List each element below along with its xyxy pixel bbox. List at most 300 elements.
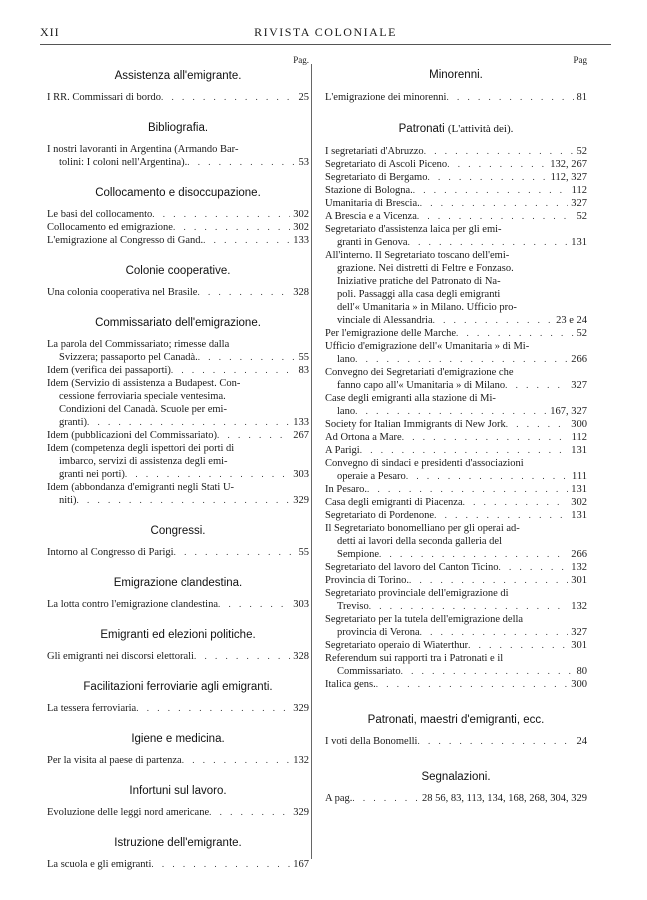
- section-heading: Colonie cooperative.: [125, 265, 231, 277]
- section-entries: [47, 702, 309, 715]
- entry-last-line: [325, 509, 587, 522]
- leader-dots: [406, 470, 569, 483]
- leader-dots: [417, 735, 573, 748]
- leader-dots: [463, 496, 569, 509]
- entry-last-line: [47, 494, 309, 507]
- entry-page: 132, 267: [550, 159, 587, 170]
- entry-text-line: Convegno di sindaci e presidenti d'associazioni: [325, 458, 524, 469]
- index-entry: [325, 145, 587, 158]
- leader-dots: [409, 574, 568, 587]
- entry-page: 327: [571, 380, 587, 391]
- entry-text: niti): [59, 495, 77, 506]
- section-entries: [47, 286, 309, 299]
- entry-text-line: Iniziative pratiche del Patronato di Na-: [337, 276, 501, 287]
- entry-text: Per l'emigrazione delle Marche: [325, 328, 457, 339]
- entry-text: Ad Ortona a Mare: [325, 432, 402, 443]
- entry-text: provincia di Verona: [337, 627, 420, 638]
- entry-page: 131: [571, 484, 587, 495]
- entry-last-line: [47, 702, 309, 715]
- entry-last-line: [47, 351, 309, 364]
- leader-dots: [413, 184, 569, 197]
- entry-page: 132: [293, 755, 309, 766]
- index-entry: [47, 754, 309, 767]
- entry-text: A Parigi: [325, 445, 360, 456]
- entry-page: 133: [293, 235, 309, 246]
- entry-page: 329: [293, 703, 309, 714]
- index-entry: [325, 652, 587, 678]
- leader-dots: [217, 429, 290, 442]
- section-entries: [47, 806, 309, 819]
- entry-text: L'emigrazione dei minorenni: [325, 92, 447, 103]
- page-number: XII: [40, 25, 60, 39]
- entry-text: Umanitaria di Brescia.: [325, 198, 420, 209]
- entry-last-line: [47, 416, 309, 429]
- leader-dots: [77, 494, 291, 507]
- leader-dots: [417, 210, 574, 223]
- entry-text: Sempione: [337, 549, 379, 560]
- entry-last-line: [325, 444, 587, 457]
- index-entry: [47, 221, 309, 234]
- index-entry: [47, 91, 309, 104]
- entry-last-line: [47, 208, 309, 221]
- index-entry: [325, 613, 587, 639]
- index-entry: [47, 598, 309, 611]
- entry-text-line: imbarco, servizi di assistenza degli emi-: [59, 456, 228, 467]
- index-entry: [325, 561, 587, 574]
- index-entry: [47, 234, 309, 247]
- leader-dots: [136, 702, 290, 715]
- left-column: [47, 55, 309, 871]
- leader-dots: [468, 639, 568, 652]
- entry-page: 80: [576, 666, 587, 677]
- entry-page: 52: [576, 211, 587, 222]
- section-entries: [47, 546, 309, 559]
- entry-text: Commissariato: [337, 666, 401, 677]
- entry-last-line: [325, 158, 587, 171]
- right-column: [325, 55, 587, 805]
- index-entry: [325, 340, 587, 366]
- entry-text: La tessera ferroviaria: [47, 703, 137, 714]
- index-entry: [325, 444, 587, 457]
- entry-last-line: [47, 598, 309, 611]
- entry-last-line: [325, 665, 587, 678]
- section-heading: Emigranti ed elezioni politiche.: [100, 629, 256, 641]
- entry-text-line: Referendum sui rapporti tra i Patronati e il: [325, 653, 504, 664]
- section-entries: [47, 91, 309, 104]
- entry-text-line: cessione ferroviaria speciale ventesima.: [59, 391, 226, 402]
- index-entry: [47, 650, 309, 663]
- leader-dots: [379, 548, 568, 561]
- leader-dots: [427, 171, 547, 184]
- entry-page: 23 e 24: [556, 315, 587, 326]
- entry-text-line: Segretariato per la tutela dell'emigrazione della: [325, 614, 524, 625]
- entry-last-line: [325, 678, 587, 691]
- entry-text: L'emigrazione al Congresso di Gand.: [47, 235, 204, 246]
- leader-dots: [433, 314, 553, 327]
- entry-page: 112: [571, 185, 587, 196]
- index-entry: [325, 171, 587, 184]
- entry-page: 132: [571, 601, 587, 612]
- entry-text: Segretariato di Ascoli Piceno: [325, 159, 448, 170]
- entry-text-line: Segretariato provinciale dell'emigrazione di: [325, 588, 509, 599]
- section-heading-sub: (L'attività dei).: [447, 123, 514, 135]
- index-entry: [325, 587, 587, 613]
- leader-dots: [402, 431, 569, 444]
- section-heading: Infortuni sul lavoro.: [129, 785, 227, 797]
- entry-page: 303: [293, 599, 309, 610]
- entry-text: Stazione di Bologna.: [325, 185, 413, 196]
- entry-page: 167: [293, 859, 309, 870]
- entry-text: Per la visita al paese di partenza: [47, 755, 182, 766]
- entry-text: Casa degli emigranti di Piacenza: [325, 497, 463, 508]
- entry-page: 112, 327: [550, 172, 587, 183]
- leader-dots: [194, 650, 290, 663]
- leader-dots: [198, 351, 296, 364]
- entry-last-line: [47, 364, 309, 377]
- entry-text: In Pesaro.: [325, 484, 367, 495]
- index-entry: [47, 806, 309, 819]
- entry-last-line: [47, 91, 309, 104]
- index-entry: [325, 639, 587, 652]
- entry-last-line: [325, 236, 587, 249]
- entry-text-line: I nostri lavoranti in Argentina (Armando Bar-: [47, 144, 239, 155]
- entry-text: granti): [59, 417, 87, 428]
- entry-page: 266: [571, 354, 587, 365]
- leader-dots: [434, 509, 568, 522]
- entry-page: 301: [571, 575, 587, 586]
- entry-page: 328: [293, 651, 309, 662]
- section-heading: Istruzione dell'emigrante.: [114, 837, 242, 849]
- entry-text-line: Condizioni del Canadà. Scuole per emi-: [59, 404, 227, 415]
- index-entry: [325, 392, 587, 418]
- leader-dots: [182, 754, 291, 767]
- index-entry: [325, 735, 587, 748]
- index-entry: [47, 442, 309, 481]
- index-entry: [325, 496, 587, 509]
- index-entry: [325, 158, 587, 171]
- entry-text: Italica gens.: [325, 679, 376, 690]
- entry-page: 267: [293, 430, 309, 441]
- index-entry: [47, 481, 309, 507]
- leader-dots: [187, 156, 295, 169]
- entry-text-line: All'interno. Il Segretariato toscano dell'emi-: [325, 250, 510, 261]
- page-header: [40, 25, 611, 41]
- leader-dots: [360, 444, 569, 457]
- leader-dots: [355, 353, 568, 366]
- leader-dots: [209, 806, 290, 819]
- leader-dots: [152, 208, 290, 221]
- entry-text: fanno capo all'« Umanitaria » di Milano: [337, 380, 506, 391]
- index-entry: [47, 364, 309, 377]
- entry-last-line: [325, 405, 587, 418]
- section-heading: Emigrazione clandestina.: [113, 577, 243, 589]
- entry-last-line: [325, 496, 587, 509]
- leader-dots: [401, 665, 574, 678]
- entry-text: operaie a Pesaro: [337, 471, 406, 482]
- entry-text: La scuola e gli emigranti: [47, 859, 152, 870]
- entry-last-line: [325, 600, 587, 613]
- leader-dots: [420, 197, 568, 210]
- entry-text: Segretariato operaio di Wiaterthur: [325, 640, 469, 651]
- entry-page: 81: [576, 92, 587, 103]
- entry-text: I segretariati d'Abruzzo: [325, 146, 424, 157]
- entry-page: 55: [298, 352, 309, 363]
- section-heading: Segnalazioni.: [421, 771, 491, 783]
- entry-last-line: [325, 145, 587, 158]
- entry-last-line: [325, 379, 587, 392]
- entry-last-line: [325, 431, 587, 444]
- section-entries: [47, 650, 309, 663]
- entry-last-line: [325, 418, 587, 431]
- index-entry: [47, 208, 309, 221]
- entry-page: 301: [571, 640, 587, 651]
- entry-page: 55: [298, 547, 309, 558]
- leader-dots: [499, 561, 569, 574]
- index-entry: [325, 184, 587, 197]
- entry-text-line: La parola del Commissariato; rimesse dalla: [47, 339, 230, 350]
- running-title: RIVISTA COLONIALE: [254, 25, 397, 39]
- entry-text: Idem (verifica dei passaporti): [47, 365, 171, 376]
- index-entry: [325, 483, 587, 496]
- entry-page: 302: [571, 497, 587, 508]
- entry-page: 327: [571, 198, 587, 209]
- index-entry: [47, 286, 309, 299]
- entry-text: tolini: I coloni nell'Argentina).: [59, 157, 188, 168]
- leader-dots: [355, 405, 547, 418]
- index-entry: [47, 702, 309, 715]
- entry-last-line: [325, 184, 587, 197]
- entry-last-line: [47, 156, 309, 169]
- entry-last-line: [325, 197, 587, 210]
- leader-dots: [506, 418, 568, 431]
- entry-text: lano: [337, 406, 356, 417]
- entry-page: 327: [571, 627, 587, 638]
- entry-last-line: [325, 548, 587, 561]
- leader-dots: [447, 158, 547, 171]
- section-entries: [47, 338, 309, 507]
- entry-text-line: Ufficio d'emigrazione dell'« Umanitaria » di Mi-: [325, 341, 530, 352]
- section-heading: Patronati, maestri d'emigranti, ecc.: [367, 714, 545, 726]
- entry-text: Society for Italian Immigrants di New Jork: [325, 419, 506, 430]
- entry-page: 133: [293, 417, 309, 428]
- entry-text-line: Segretariato d'assistenza laica per gli emi-: [325, 224, 502, 235]
- entry-last-line: [47, 429, 309, 442]
- entry-page: 132: [571, 562, 587, 573]
- entry-last-line: [325, 639, 587, 652]
- leader-dots: [203, 234, 290, 247]
- section-entries: [47, 208, 309, 247]
- leader-dots: [125, 468, 290, 481]
- index-entry: [47, 858, 309, 871]
- leader-dots: [408, 236, 569, 249]
- section-entries: [47, 858, 309, 871]
- section-heading: Assistenza all'emigrante.: [114, 70, 242, 82]
- index-entry: [325, 522, 587, 561]
- entry-page: 303: [293, 469, 309, 480]
- index-entry: [325, 249, 587, 327]
- index-entry: [325, 327, 587, 340]
- entry-text-line: poli. Passaggi alla casa degli emigranti: [337, 289, 501, 300]
- leader-dots: [369, 600, 569, 613]
- entry-last-line: [325, 91, 587, 104]
- leader-dots: [171, 364, 296, 377]
- index-entry: [325, 366, 587, 392]
- entry-last-line: [325, 210, 587, 223]
- section-heading: Minorenni.: [429, 69, 483, 81]
- entry-page: 300: [571, 419, 587, 430]
- entry-text-line: grazione. Nei distretti di Feltre e Fonzaso.: [337, 263, 514, 274]
- entry-last-line: [325, 574, 587, 587]
- index-entry: [47, 429, 309, 442]
- index-entry: [325, 431, 587, 444]
- leader-dots: [456, 327, 573, 340]
- entry-last-line: [47, 754, 309, 767]
- section-heading: Igiene e medicina.: [131, 733, 225, 745]
- entry-page: 300: [571, 679, 587, 690]
- entry-page: 52: [576, 146, 587, 157]
- entry-text: granti nei porti): [59, 469, 125, 480]
- entry-last-line: [47, 221, 309, 234]
- entry-last-line: [47, 468, 309, 481]
- entry-text: lano: [337, 354, 356, 365]
- entry-last-line: [325, 470, 587, 483]
- entry-last-line: [47, 234, 309, 247]
- index-entry: [47, 338, 309, 364]
- index-entry: [325, 210, 587, 223]
- entry-text-line: Case degli emigranti alla stazione di Mi-: [325, 393, 496, 404]
- entry-text: La lotta contro l'emigrazione clandestina: [47, 599, 218, 610]
- leader-dots: [151, 858, 290, 871]
- leader-dots: [173, 221, 290, 234]
- leader-dots: [367, 483, 568, 496]
- entry-last-line: [325, 626, 587, 639]
- section-heading: Facilitazioni ferroviarie agli emigranti.: [83, 681, 273, 693]
- entry-page: 131: [571, 510, 587, 521]
- entry-text: Segretariato di Bergamo: [325, 172, 428, 183]
- entry-text: Treviso: [337, 601, 369, 612]
- index-entry: [47, 546, 309, 559]
- entry-last-line: [325, 561, 587, 574]
- entry-text: I voti della Bonomelli: [325, 736, 418, 747]
- leader-dots: [420, 626, 569, 639]
- section-entries: [47, 598, 309, 611]
- entry-page: 25: [298, 92, 309, 103]
- entry-page: 131: [571, 445, 587, 456]
- entry-page: 302: [293, 222, 309, 233]
- entry-page: 83: [298, 365, 309, 376]
- entry-text: Intorno al Congresso di Parigi: [47, 547, 174, 558]
- entry-last-line: [47, 806, 309, 819]
- entry-page: 328: [293, 287, 309, 298]
- entry-page: 302: [293, 209, 309, 220]
- entry-last-line: [325, 792, 587, 805]
- entry-text: Una colonia cooperativa nel Brasile: [47, 287, 198, 298]
- pag-label: Pag.: [293, 55, 309, 65]
- entry-text: granti in Genova: [337, 237, 408, 248]
- entry-last-line: [325, 314, 587, 327]
- entry-last-line: [325, 353, 587, 366]
- leader-dots: [174, 546, 296, 559]
- index-entry: [325, 678, 587, 691]
- section-heading: [325, 123, 587, 135]
- index-entry: [325, 91, 587, 104]
- entry-text-line: Idem (abbondanza d'emigranti negli Stati U-: [47, 482, 235, 493]
- entry-text: Segretariato del lavoro del Canton Ticino: [325, 562, 499, 573]
- section-entries: [47, 143, 309, 169]
- entry-last-line: [47, 286, 309, 299]
- entry-text: vinciale di Alessandria: [337, 315, 433, 326]
- header-rule: [40, 44, 611, 45]
- entry-page: 112: [571, 432, 587, 443]
- entry-text: A pag.: [325, 793, 353, 804]
- section-heading: Congressi.: [150, 525, 206, 537]
- index-entry: [47, 377, 309, 429]
- entry-text: Svizzera; passaporto pel Canadà.: [59, 352, 198, 363]
- entry-text: Evoluzione delle leggi nord americane: [47, 807, 210, 818]
- entry-page: 329: [293, 807, 309, 818]
- entry-last-line: [325, 735, 587, 748]
- leader-dots: [352, 792, 419, 805]
- section-heading: Collocamento e disoccupazione.: [95, 187, 261, 199]
- entry-page: 131: [571, 237, 587, 248]
- entry-text: Le basi del collocamento: [47, 209, 153, 220]
- entry-text-line: detti ai lavori della seconda galleria del: [337, 536, 503, 547]
- entry-text: A Brescia e a Vicenza: [325, 211, 417, 222]
- leader-dots: [197, 286, 290, 299]
- pag-label: Pag: [573, 55, 587, 65]
- entry-text: Gli emigranti nei discorsi elettorali: [47, 651, 194, 662]
- index-entry: [325, 418, 587, 431]
- entry-last-line: [47, 650, 309, 663]
- entry-text: Idem (pubblicazioni del Commissariato): [47, 430, 217, 441]
- entry-text-line: Il Segretariato bonomelliano per gli operai ad-: [325, 523, 520, 534]
- entry-last-line: [325, 327, 587, 340]
- entry-text: Collocamento ed emigrazione: [47, 222, 173, 233]
- entry-page: 266: [571, 549, 587, 560]
- index-entry: [325, 457, 587, 483]
- index-entry: [325, 223, 587, 249]
- entry-text: I RR. Commissari di bordo: [47, 92, 162, 103]
- entry-last-line: [325, 483, 587, 496]
- entry-text: Segretariato di Pordenone: [325, 510, 435, 521]
- entry-page: 53: [298, 157, 309, 168]
- leader-dots: [424, 145, 574, 158]
- entry-page: 52: [576, 328, 587, 339]
- entry-page: 111: [572, 471, 587, 482]
- index-entry: [325, 574, 587, 587]
- column-divider: [311, 64, 312, 859]
- entry-text: Provincia di Torino.: [325, 575, 409, 586]
- entry-last-line: [47, 546, 309, 559]
- entry-last-line: [325, 171, 587, 184]
- entry-text-line: dell'« Umanitaria » in Milano. Ufficio pro-: [337, 302, 517, 313]
- entry-text-line: Idem (competenza degli ispettori dei porti di: [47, 443, 235, 454]
- leader-dots: [87, 416, 290, 429]
- index-entry: [47, 143, 309, 169]
- entry-last-line: [47, 858, 309, 871]
- leader-dots: [161, 91, 295, 104]
- section-heading: Commissariato dell'emigrazione.: [95, 317, 261, 329]
- entry-text-line: Convegno dei Segretariati d'emigrazione che: [325, 367, 514, 378]
- section-heading-main: Patronati: [398, 123, 445, 135]
- leader-dots: [505, 379, 568, 392]
- index-entry: [325, 509, 587, 522]
- section-heading: Bibliografia.: [147, 122, 209, 134]
- leader-dots: [446, 91, 573, 104]
- entry-text-line: Idem (Servizio di assistenza a Budapest. Con-: [47, 378, 241, 389]
- index-entry: [325, 197, 587, 210]
- leader-dots: [218, 598, 290, 611]
